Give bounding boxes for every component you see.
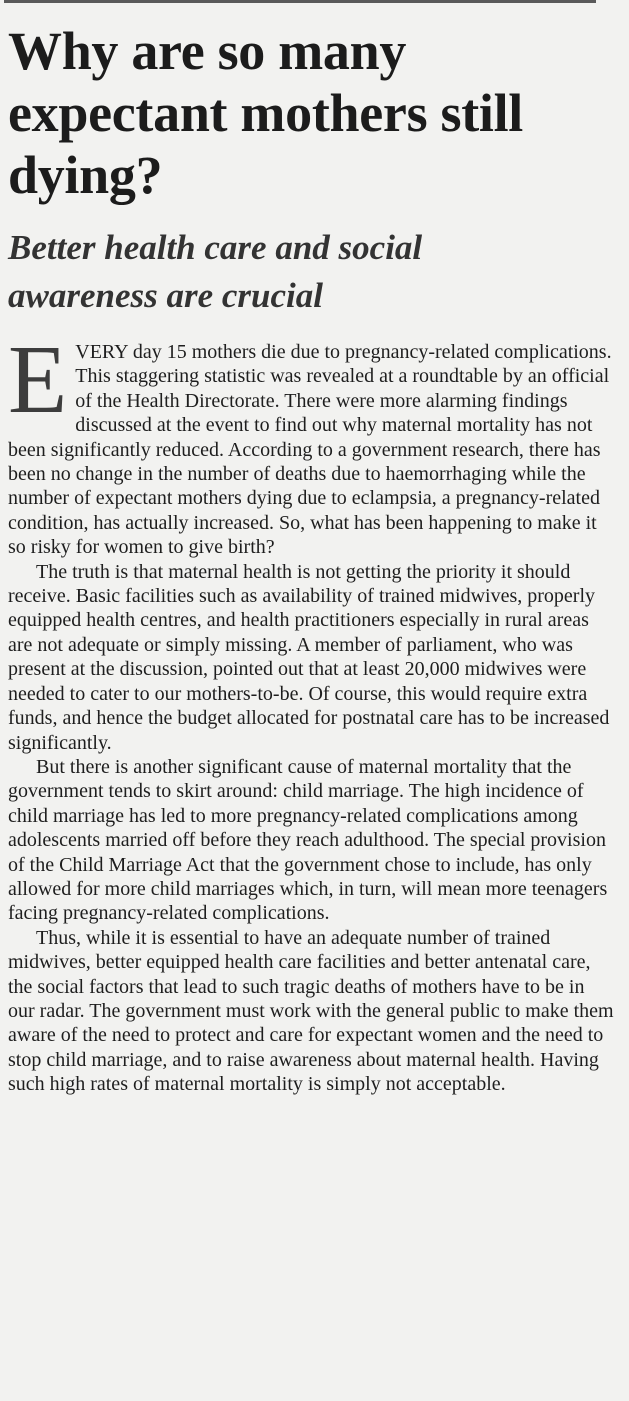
article-subheadline: Better health care and social awareness are crucial	[8, 228, 423, 315]
article-paragraph-1	[8, 326, 614, 560]
article-paragraph-3: But there is another significant cause of maternal mortality that the government tends to skirt around: child marriage. The high incidence of child marriage has led to more pregnancy-related complications among adolescents married off before they reach adulthood. The special provision of the Child Marriage Act that the government chose to include, has only allowed for more child marriages which, in turn, will mean more teenagers facing pregnancy-related complications.	[8, 755, 608, 925]
article-paragraph-2: The truth is that maternal health is not getting the priority it should receive. Basic facilities such as availability of trained midwives, properly equipped health centres, and health practitioners especially in rural areas are not adequate or simply missing. A member of parliament, who was present at the discussion, pointed out that at least 20,000 midwives were needed to cater to our mothers-to-be. Of course, this would require extra funds, and hence the budget allocated for postnatal care has to be increased significantly.	[8, 560, 610, 754]
drop-cap: E	[8, 326, 68, 433]
article-paragraph-4: Thus, while it is essential to have an adequate number of trained midwives, better equipped health care facilities and better antenatal care, the social factors that lead to such tragic deaths of mothers have to be in our radar. The government must work with the general public to make them aware of the need to protect and care for expectant women and the need to stop child marriage, and to raise awareness about maternal health. Having such high rates of maternal mortality is simply not acceptable.	[8, 926, 614, 1096]
paragraph-1-text: VERY day 15 mothers die due to pregnancy-related complications. This staggering statistic was revealed at a roundtable by an official of the Health Directorate. There were more alarming findings discussed at the event to find out why maternal mortality has not been significantly reduced. According to a government research, there has been no change in the number of deaths due to haemorrhaging while the number of expectant mothers dying due to eclampsia, a pregnancy-related condition, has actually increased. So, what has been happening to make it so risky for women to give birth?	[8, 341, 612, 559]
article	[8, 20, 614, 1097]
article-headline: Why are so many expectant mothers still dying?	[8, 21, 523, 205]
top-rule	[4, 0, 596, 3]
article-body	[8, 326, 614, 1097]
